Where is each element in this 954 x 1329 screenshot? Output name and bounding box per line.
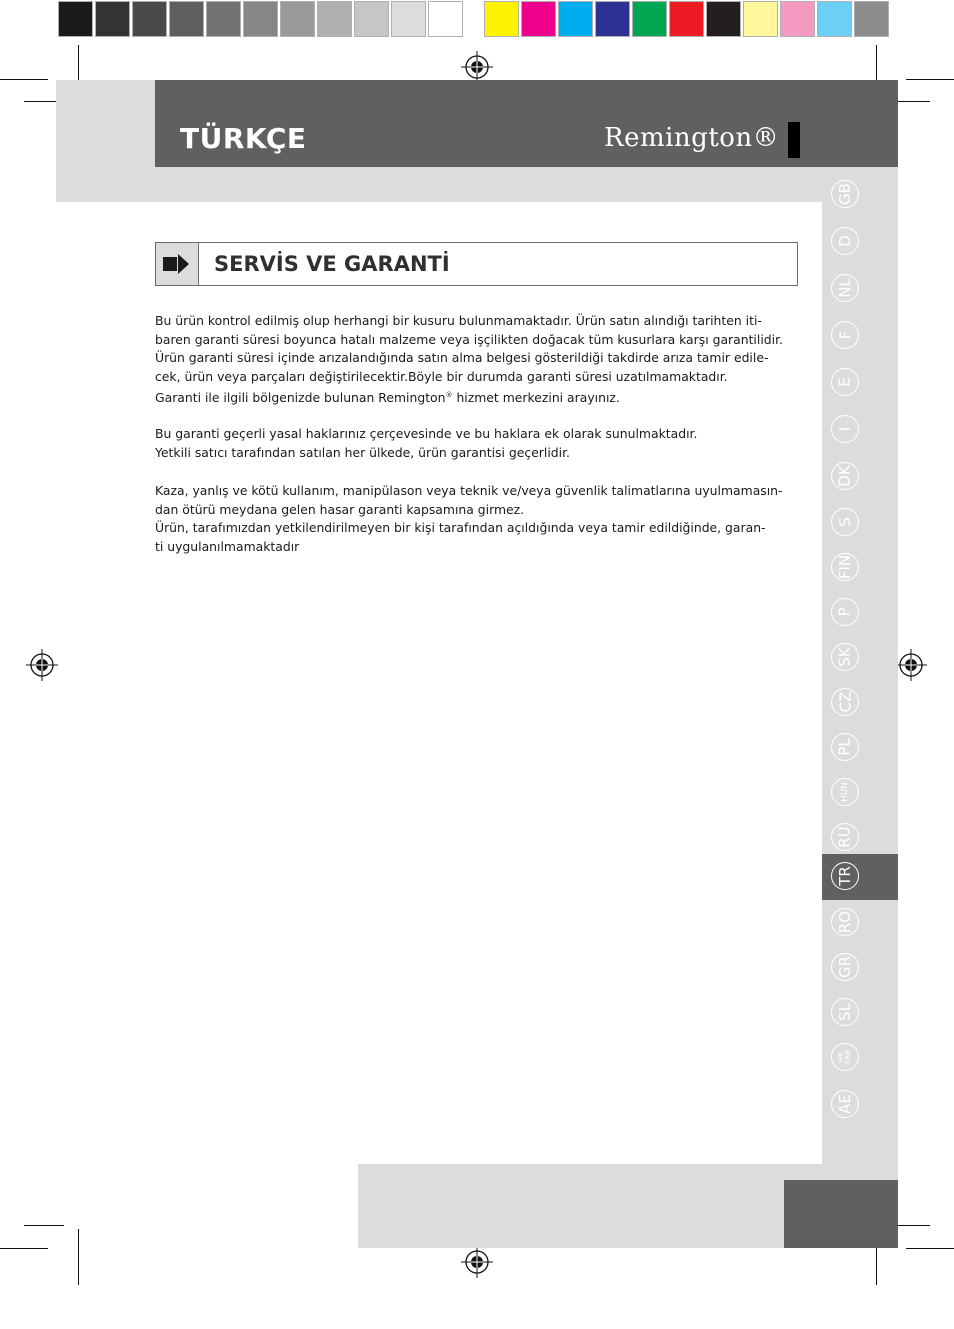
crop-mark [0,1248,48,1249]
gray-swatch [317,1,352,37]
color-swatch [484,1,519,37]
language-tab-p[interactable] [831,598,859,626]
color-swatch [854,1,889,37]
text-line: ti uygulanılmamaktadır [155,538,300,554]
language-tab-label: NL [835,278,854,298]
paragraph-exclusions [155,482,815,556]
gray-swatch [206,1,241,37]
text-line: Yetkili satıcı tarafından satılan her ülkede, ürün garantisi geçerlidir. [155,444,570,460]
language-tab-label: HR SRB [836,1049,852,1065]
gray-swatch [391,1,426,37]
text-span: Garanti ile ilgili bölgenizde bulunan Remington [155,390,446,406]
section-icon-cell [156,243,199,285]
language-tab-label: I [836,426,854,432]
language-tab-label: D [836,235,854,247]
text-line: Bu garanti geçerli yasal haklarınız çerçevesinde ve bu haklara ek olarak sunulmaktadır. [155,426,698,441]
language-tab-label: AE [836,1094,854,1114]
gray-calibration-bar [58,1,465,39]
language-tab-i[interactable] [831,415,859,443]
language-tab-label: RO [835,910,854,934]
text-line: baren garanti süresi boyunca hatalı malzeme veya işçilikten doğacak tüm kusurlara karşı garantilidir. [155,331,783,347]
language-tab-label: GB [835,183,854,205]
gray-swatch [428,1,463,37]
language-tab-cz[interactable] [831,688,859,716]
language-tab-label: GR [835,955,854,979]
color-swatch [817,1,852,37]
language-tab-label: SK [835,647,854,667]
gray-swatch [132,1,167,37]
frame-top-strip [56,167,898,202]
paragraph-legal-rights [155,425,815,462]
section-heading [155,242,798,286]
gray-swatch [169,1,204,37]
language-tab-gb[interactable] [831,180,859,208]
text-line: Ürün garanti süresi içinde arızalandığında satın alma belgesi gösterildiği takdirde arıza tamir edile- [155,350,769,365]
language-tab-ae[interactable] [831,1090,859,1118]
language-tab-d[interactable] [831,227,859,255]
color-calibration-bar [484,1,891,39]
arrow-right-icon [156,243,198,285]
language-tab-ro[interactable] [831,908,859,936]
crop-mark [906,79,954,80]
registration-mark-icon [25,648,59,682]
text-line [155,386,815,408]
text-line: Kaza, yanlış ve kötü kullanım, manipülason veya teknik ve/veya güvenlik talimatlarına uyulmamasın- [155,483,783,498]
language-tab-label: E [835,377,854,387]
page-number-box [784,1180,898,1248]
language-tab-label: F [835,330,854,340]
gray-swatch [95,1,130,37]
crop-mark [24,1225,64,1226]
crop-mark [0,79,48,80]
language-tab-f[interactable] [831,321,859,349]
language-tab-label: P [835,607,854,617]
registered-mark: ® [445,391,453,399]
brand-logo-block [788,122,800,158]
color-swatch [595,1,630,37]
language-tab-label: PL [836,738,854,756]
gray-swatch [354,1,389,37]
color-swatch [780,1,815,37]
language-tab-label: CZ [836,691,854,713]
color-swatch [632,1,667,37]
language-tab-tr[interactable] [831,862,859,890]
language-tab-hun[interactable] [831,778,859,806]
language-tab-nl[interactable] [831,274,859,302]
registration-mark-icon [460,50,494,84]
language-tab-label: FIN [836,554,854,580]
gray-swatch [58,1,93,37]
text-line: Bu ürün kontrol edilmiş olup herhangi bir kusuru bulunmamaktadır. Ürün satın alındığı tarihten iti- [155,313,762,328]
language-tab-label: DK [835,465,854,487]
brand-logo: Remington® [604,123,780,153]
gray-swatch [243,1,278,37]
paragraph-warranty [155,312,815,408]
text-line: dan ötürü meydana gelen hasar garanti kapsamına girmez. [155,501,525,517]
page-title: TÜRKÇE [180,122,307,155]
language-tab-label: S [836,517,854,527]
text-span: hizmet merkezini arayınız. [452,390,620,406]
language-tab-ru[interactable] [831,823,859,851]
language-tab-sk[interactable] [831,643,859,671]
color-swatch [521,1,556,37]
crop-mark [78,1229,79,1285]
language-tab-sl[interactable] [831,998,859,1026]
text-line: cek, ürün veya parçaları değiştirilecektir.Böyle bir durumda garanti süresi uzatılmamaktadır. [155,368,728,384]
color-swatch [743,1,778,37]
language-tab-s[interactable] [831,508,859,536]
section-title: SERVİS VE GARANTİ [214,252,450,276]
crop-mark [906,1248,954,1249]
color-swatch [558,1,593,37]
text-line: Ürün, tarafımızdan yetkilendirilmeyen bir kişi tarafından açıldığında veya tamir edildiğinde, garan- [155,520,766,535]
language-tab-label: TR [836,866,854,886]
language-tab-fin[interactable] [831,553,859,581]
language-tab-hr-srb[interactable] [831,1043,859,1071]
language-tab-e[interactable] [831,368,859,396]
color-swatch [706,1,741,37]
language-tab-dk[interactable] [831,462,859,490]
language-tab-label: HUN [840,781,850,803]
language-tab-label: RU [836,826,854,848]
registration-mark-icon [460,1245,494,1279]
registration-mark-icon [894,648,928,682]
language-tab-gr[interactable] [831,953,859,981]
language-tab-pl[interactable] [831,733,859,761]
color-swatch [669,1,704,37]
gray-swatch [280,1,315,37]
language-tab-label: SL [835,1003,854,1021]
